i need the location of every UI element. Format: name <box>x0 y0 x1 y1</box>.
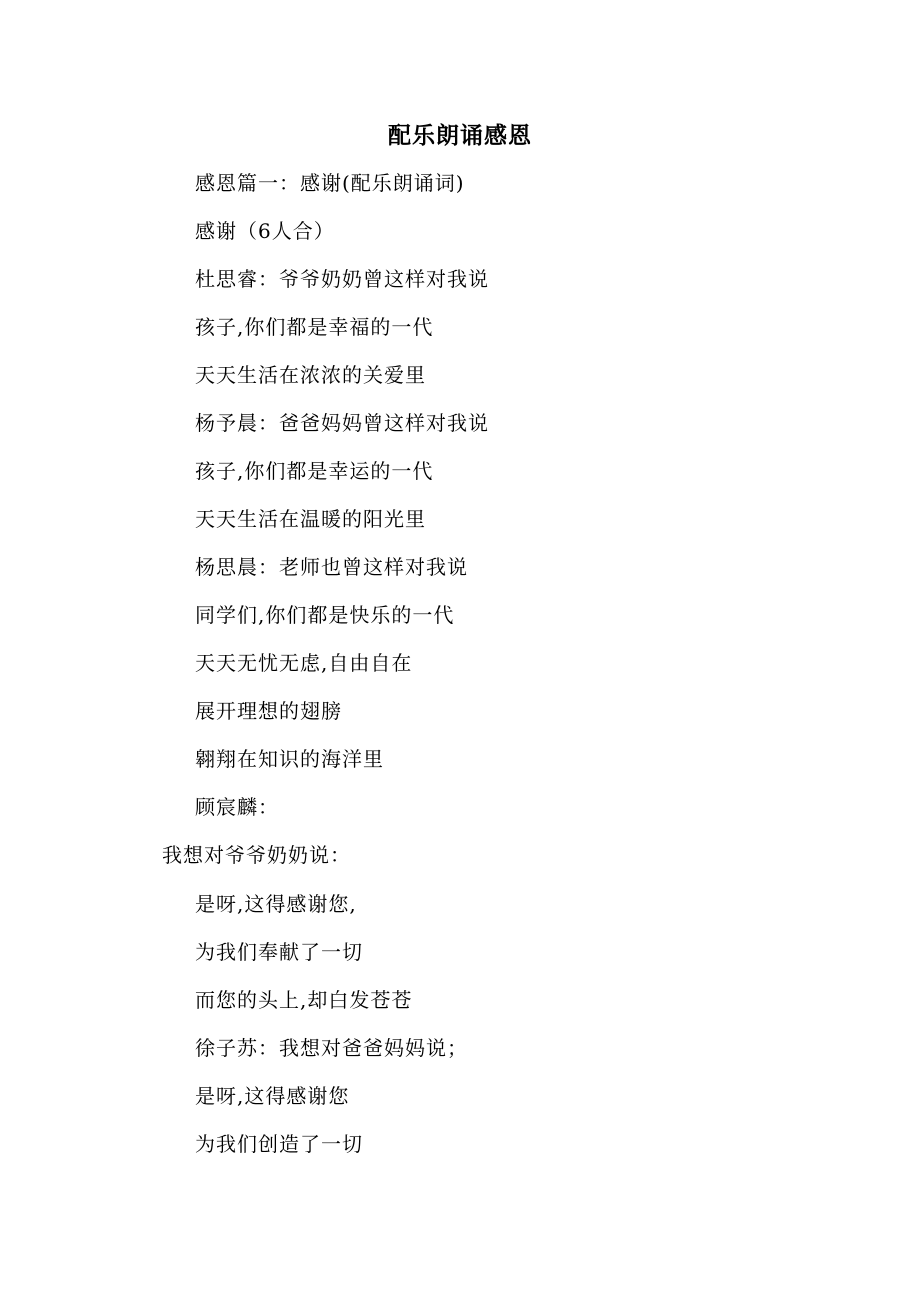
document-title: 配乐朗诵感恩 <box>388 122 532 149</box>
text-line: 同学们,你们都是快乐的一代 <box>195 603 455 627</box>
text-line: 杨思晨：老师也曾这样对我说 <box>195 555 468 579</box>
text-line: 是呀,这得感谢您 <box>195 1084 350 1108</box>
text-line: 孩子,你们都是幸运的一代 <box>195 459 434 483</box>
text-line: 徐子苏：我想对爸爸妈妈说； <box>195 1036 468 1060</box>
text-line: 是呀,这得感谢您, <box>195 892 357 916</box>
text-line: 我想对爷爷奶奶说： <box>162 843 351 867</box>
text-line: 杨予晨：爸爸妈妈曾这样对我说 <box>195 411 489 435</box>
text-line: 为我们奉献了一切 <box>195 940 363 964</box>
text-line: 感恩篇一：感谢(配乐朗诵词) <box>195 171 465 195</box>
text-line: 为我们创造了一切 <box>195 1132 363 1156</box>
text-line: 孩子,你们都是幸福的一代 <box>195 315 434 339</box>
text-line: 天天生活在温暖的阳光里 <box>195 507 426 531</box>
text-line: 天天无忧无虑,自由自在 <box>195 651 413 675</box>
text-line: 而您的头上,却白发苍苍 <box>195 988 413 1012</box>
text-line: 天天生活在浓浓的关爱里 <box>195 363 426 387</box>
text-line: 顾宸麟： <box>195 795 279 819</box>
text-line: 展开理想的翅膀 <box>195 699 342 723</box>
text-line: 感谢（6人合） <box>195 219 335 243</box>
text-line: 杜思睿：爷爷奶奶曾这样对我说 <box>195 267 489 291</box>
text-line: 翱翔在知识的海洋里 <box>195 747 384 771</box>
